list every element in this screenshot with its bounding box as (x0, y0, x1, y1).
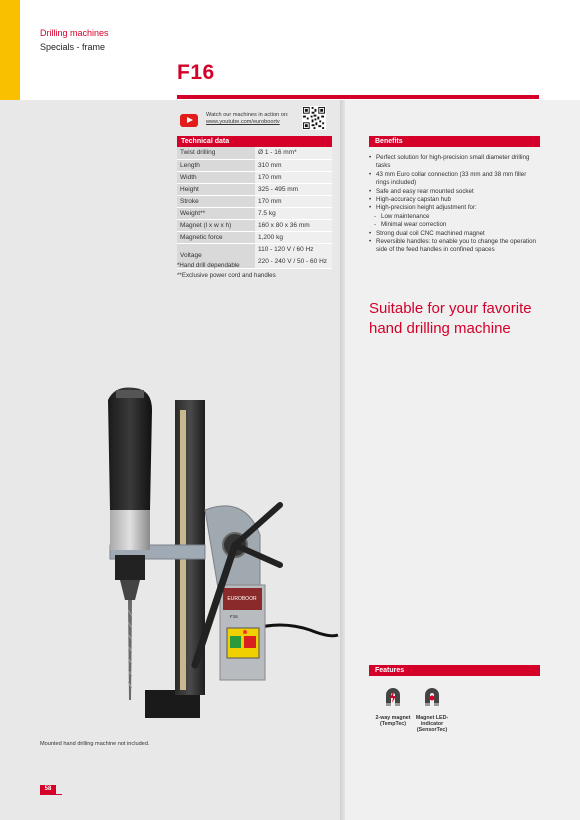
list-item: • High-precision height adjustment for: (369, 204, 541, 212)
youtube-icon[interactable] (180, 114, 198, 127)
table-row: Stroke 170 mm (177, 195, 332, 207)
footnote-1: *Hand drill dependable (177, 262, 240, 269)
product-image (80, 360, 340, 725)
benefits-header: Benefits (369, 136, 540, 147)
list-item: • Safe and easy rear mounted socket (369, 188, 541, 196)
benefits-list (369, 154, 541, 255)
model-title: F16 (177, 61, 215, 84)
page-spine (340, 100, 345, 820)
feature-temptec (373, 686, 413, 727)
table-row: Twist drilling Ø 1 - 16 mm* (177, 147, 332, 159)
features-header: Features (369, 665, 540, 676)
video-label: Watch our machines in action on: (206, 112, 289, 118)
feature-sensortec (412, 686, 452, 733)
list-item: • Strong dual coil CNC machined magnet (369, 230, 541, 238)
list-item: • High-accuracy capstan hub (369, 196, 541, 204)
list-subitem: - Minimal wear correction (369, 221, 541, 229)
table-row: Magnetic force 1,200 kg (177, 231, 332, 243)
list-item: • 43 mm Euro collar connection (33 mm and 38 mm filler rings included) (369, 171, 541, 188)
magnet-led-icon (422, 686, 442, 708)
page-number-rule (40, 794, 62, 795)
table-row: Magnet (l x w x h) 160 x 80 x 36 mm (177, 219, 332, 231)
table-row: Weight** 7.5 kg (177, 207, 332, 219)
list-item: • Reversible handles: to enable you to change the operation side of the feed handles in confined spaces (369, 238, 541, 255)
qr-code-icon[interactable] (302, 106, 326, 130)
table-row-voltage: Voltage 110 - 120 V / 60 Hz 220 - 240 V / 50 - 60 Hz (177, 243, 332, 268)
yellow-accent-bar (0, 0, 20, 100)
disclaimer: Mounted hand drilling machine not included. (40, 741, 150, 747)
technical-data-header: Technical data (177, 136, 332, 147)
magnet-bolt-icon (383, 686, 403, 708)
brand-plate-text: EUROBOOR (227, 596, 257, 602)
table-row: Length 310 mm (177, 159, 332, 171)
feature-label: Magnet LED-indicator (SensorTec) (415, 715, 449, 733)
voltage-value-2: 220 - 240 V / 50 - 60 Hz (258, 257, 328, 265)
footnote-2: **Exclusive power cord and handles (177, 272, 276, 279)
table-row: Height 325 - 495 mm (177, 183, 332, 195)
page-number: 58 (40, 785, 56, 794)
model-title-rule (177, 95, 539, 99)
list-item: • Perfect solution for high-precision small diameter drilling tasks (369, 154, 541, 171)
feature-label: 2-way magnet (TempTec) (375, 715, 411, 727)
model-plate-text: F16 (230, 614, 238, 619)
technical-data-table (177, 147, 332, 269)
video-link[interactable]: www.youtube.com/euroboortv (206, 119, 280, 125)
subcategory-title: Specials - frame (40, 42, 106, 52)
list-subitem: - Low maintenance (369, 213, 541, 221)
voltage-value-1: 110 - 120 V / 60 Hz (258, 245, 314, 253)
table-row: Width 170 mm (177, 171, 332, 183)
slogan: Suitable for your favorite hand drilling machine (369, 300, 532, 337)
category-title: Drilling machines (40, 28, 109, 38)
